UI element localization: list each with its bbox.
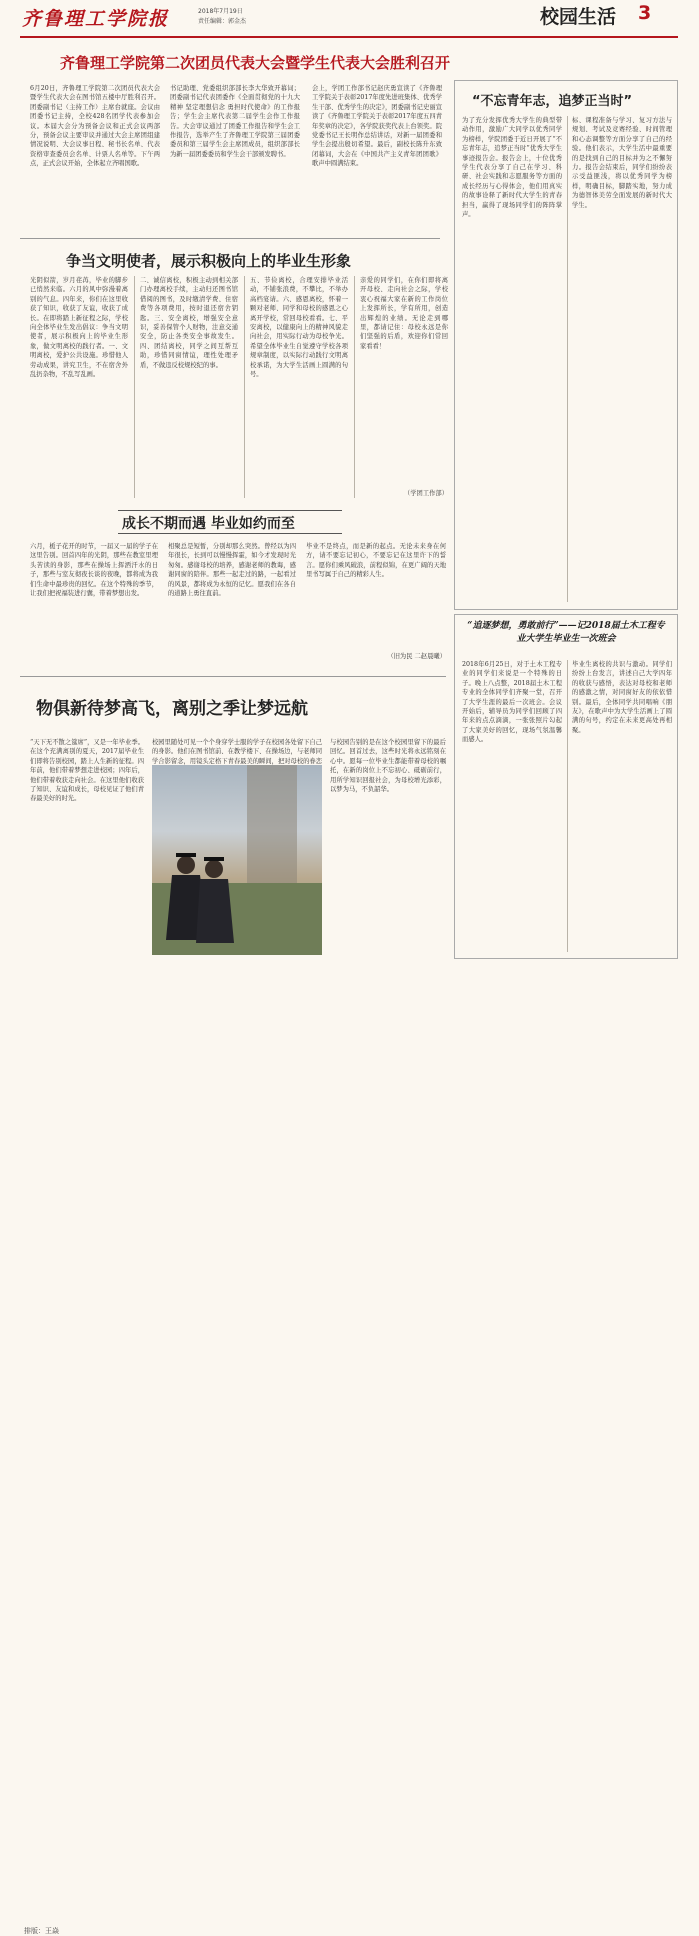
header-rule [20,36,678,38]
column-rule [567,660,568,952]
article1-divider [20,238,440,239]
column-rule [354,276,355,498]
article4-column-2: 校园里随处可见一个个身穿学士服的学子在校园各处留下自己的身影。他们在图书馆前、在教学楼下、在操场边，与老师同学合影留念，用镜头定格下青春最美的瞬间，把对母校的眷恋 [152,739,323,765]
article3-column-1: 六月，栀子花开的时节，一届又一届的学子在这里告别。回首四年的光阴，那些在教室里埋头苦读的身影，那些在操场上挥洒汗水的日子，那些与室友彻夜长谈的夜晚，都将成为我们生命中最珍贵的回忆。在这个特殊的季节，让我们把祝福装进行囊，带着梦想出发。 [30,543,158,598]
article2-column-1: 光阴似箭，岁月荏苒，毕业的脚步已悄然来临。六月的风中弥漫着离别的气息。四年来，你们在这里收获了知识，收获了友谊，收获了成长。在即将踏上新征程之际，学校向全体毕业生发出倡议：争当文明使者，展示积极向上的毕业生形象，做文明离校的践行者。一、文明离校，爱护公共设施。珍惜他人劳动成果，讲究卫生，不在宿舍外乱扔杂物，不乱写乱画。 [30,277,128,379]
article3-headline: 成长不期而遇 毕业如约而至 [122,516,295,532]
article2-byline: （学团工作部） [403,490,448,497]
graduation-photo-image [152,765,322,955]
sidebar1-headline: “不忘青年志，追梦正当时” [472,94,633,109]
article4-column-1: “天下无不散之筵席”，又是一年毕业季。在这个充满离别的夏天，2017届毕业生们即将告别校园，踏上人生新的征程。四年前，他们带着梦想走进校园；四年后，他们带着收获走向社会。在这里他们收获了知识、友谊和成长，母校见证了他们青春最美好的时光。 [30,739,144,803]
page-number: 3 [638,2,652,24]
issue-date: 2018年7月19日 [198,8,243,15]
article1-column-2: 书记助理、党委组织部部长李大华致开幕词；团委副书记代表团委作《全面贯彻党的十九大精神 坚定理想信念 勇担时代使命》的工作报告；学生会主席代表第二届学生会作工作报告。大会审议通过了团委工作报告和学生会工作报告，选举产生了齐鲁理工学院第三届团委委员和第三届学生会主席团成员，组织部部长为新一届团委委员和学生会干部颁发聘书。 [170,85,300,158]
editor-credit: 责任编辑：郭金杰 [198,18,247,25]
sidebar1-column-2: 标、课程准备与学习、复习方法与规划、考试及竞赛经验、时间管理和心态调整等方面分享了自己的经验。他们表示，大学生活中最重要的是找到自己的目标并为之不懈努力。报告会结束后，同学们纷纷表示受益匪浅，将以优秀同学为榜样，明确目标，脚踏实地，努力成为德智体美劳全面发展的新时代大学生。 [572,117,672,209]
column-rule [567,116,568,602]
article2-column-3: 五、节俭离校，合理安排毕业活动，不铺张浪费，不攀比，不举办高档宴请。六、感恩离校，怀着一颗对老师、同学和母校的感恩之心离开学校，常回母校看看。七、平安离校，以健康向上的精神风貌走向社会，用实际行动为母校争光。希望全体毕业生自觉遵守学校各项规章制度，以实际行动践行文明离校承诺，为大学生活画上圆满的句号。 [250,277,348,379]
article4-divider [20,676,446,677]
article2-headline: 争当文明使者，展示积极向上的毕业生形象 [66,252,352,270]
article2-column-4: 亲爱的同学们，在你们即将离开母校、走向社会之际，学校衷心祝福大家在新的工作岗位上发挥所长，学有所用，创造出辉煌的业绩。无论走到哪里，都请记住：母校永远是你们坚强的后盾，欢迎你们常回家看看！ [360,277,448,350]
article2-column-2: 二、诚信离校，积极主动到相关部门办理离校手续，主动归还图书馆借阅的图书，及时缴清学费、住宿费等各项费用，按时退还宿舍钥匙。三、安全离校，增强安全意识，妥善保管个人财物，注意交通安全，防止各类安全事故发生。四、团结离校，同学之间互帮互助，珍惜同窗情谊，理性处理矛盾，不做违反校规校纪的事。 [140,277,238,369]
column-rule [134,276,135,498]
column-rule [244,276,245,498]
article3-column-2: 相聚总是短暂，分别却那么突然。曾经以为四年很长，长到可以慢慢挥霍，如今才发现时光匆匆。感谢母校的培养，感谢老师的教诲，感谢同窗的陪伴。那些一起走过的路，一起看过的风景，都将成为永恒的记忆。愿我们在各自的道路上勇往直前。 [168,543,296,598]
sidebar2-headline: “追逐梦想，勇敢前行”——记2018届土木工程专业大学生毕业生一次班会 [467,621,665,644]
sidebar1-column-1: 为了充分发挥优秀大学生的典型带动作用，激励广大同学以优秀同学为榜样，学院团委于近日开展了“不忘青年志，追梦正当时”优秀大学生事迹报告会。报告会上，十位优秀学生代表分享了自己在学习、科研、社会实践和志愿服务等方面的成长经历与心得体会，他们用真实的故事诠释了新时代大学生的青春担当，赢得了现场同学们的阵阵掌声。 [462,117,562,219]
layout-credit: 排版：王焱 [24,1927,59,1935]
article1-headline: 齐鲁理工学院第二次团员代表大会暨学生代表大会胜利召开 [60,54,451,72]
sidebar2-column-2: 毕业生离校的共识与激动。同学们纷纷上台发言，讲述自己大学四年的收获与感悟，表达对母校和老师的感激之情，对同窗好友的依依惜别。最后，全体同学共同唱响《朋友》，在歌声中为大学生活画上了圆满的句号，约定在未来更高处再相聚。 [572,661,672,734]
article3-byline: （旧为民 二赵晨曦） [387,653,446,660]
masthead: 齐鲁理工学院报 [22,8,170,30]
article1-column-3: 会上，学团工作部书记赵庆勇宣读了《齐鲁理工学院关于表彰2017年度先进班集体、优秀学生干部、优秀学生的决定》，团委副书记史丽宣读了《齐鲁理工学院关于表彰2017年度五四青年奖章的决定》，各学院获奖代表上台领奖。院党委书记王长明作总结讲话，对新一届团委和学生会提出殷切希望。最后，副校长陈升东致闭幕词，大会在《中国共产主义青年团团歌》歌声中圆满结束。 [312,85,442,168]
page-footer [0,960,699,1935]
sidebar2-column-1: 2018年6月25日，对于土木工程专业的同学们来说是一个特殊的日子。晚上八点整，2018届土木工程专业的全体同学们齐聚一堂，召开了大学生涯的最后一次班会。会议开始后，辅导员为同学们回顾了四年来的点点滴滴，一张张照片勾起了大家美好的回忆，现场气氛温馨而感人。 [462,661,562,744]
article3-column-3: 毕业不是终点，而是新的起点。无论未来身在何方，请不要忘记初心，不要忘记在这里许下的誓言。愿你们乘风破浪，前程似锦，在更广阔的天地里书写属于自己的精彩人生。 [306,543,446,579]
article4-column-3: 与校园告别的是在这个校园里留下的最后回忆。回首过去，这些时光将永远铭刻在心中。愿每一位毕业生都能带着母校的嘱托，在新的岗位上不忘初心、砥砺前行，用所学知识回报社会，为母校增光添彩，以梦为马，不负韶华。 [330,739,446,794]
graduation-photo [152,765,322,955]
section-title: 校园生活 [540,6,617,28]
article1-column-1: 6月20日，齐鲁理工学院第二次团员代表大会暨学生代表大会在图书馆五楼中厅胜利召开。团委副书记（主持工作）主席台就座。会议由团委书记主持，全校428名团学代表参加会议。本届大会分为预备会议和正式会议两部分，预备会议主要审议并通过大会主席团组建情况说明、大会议事日程、秘书长名单、代表资格审查委员会名单、计票人名单等。下午两点，正式会议开始，全体起立齐唱国歌。 [30,85,160,168]
article4-headline: 物俱新待梦高飞，离别之季让梦远航 [36,699,308,719]
